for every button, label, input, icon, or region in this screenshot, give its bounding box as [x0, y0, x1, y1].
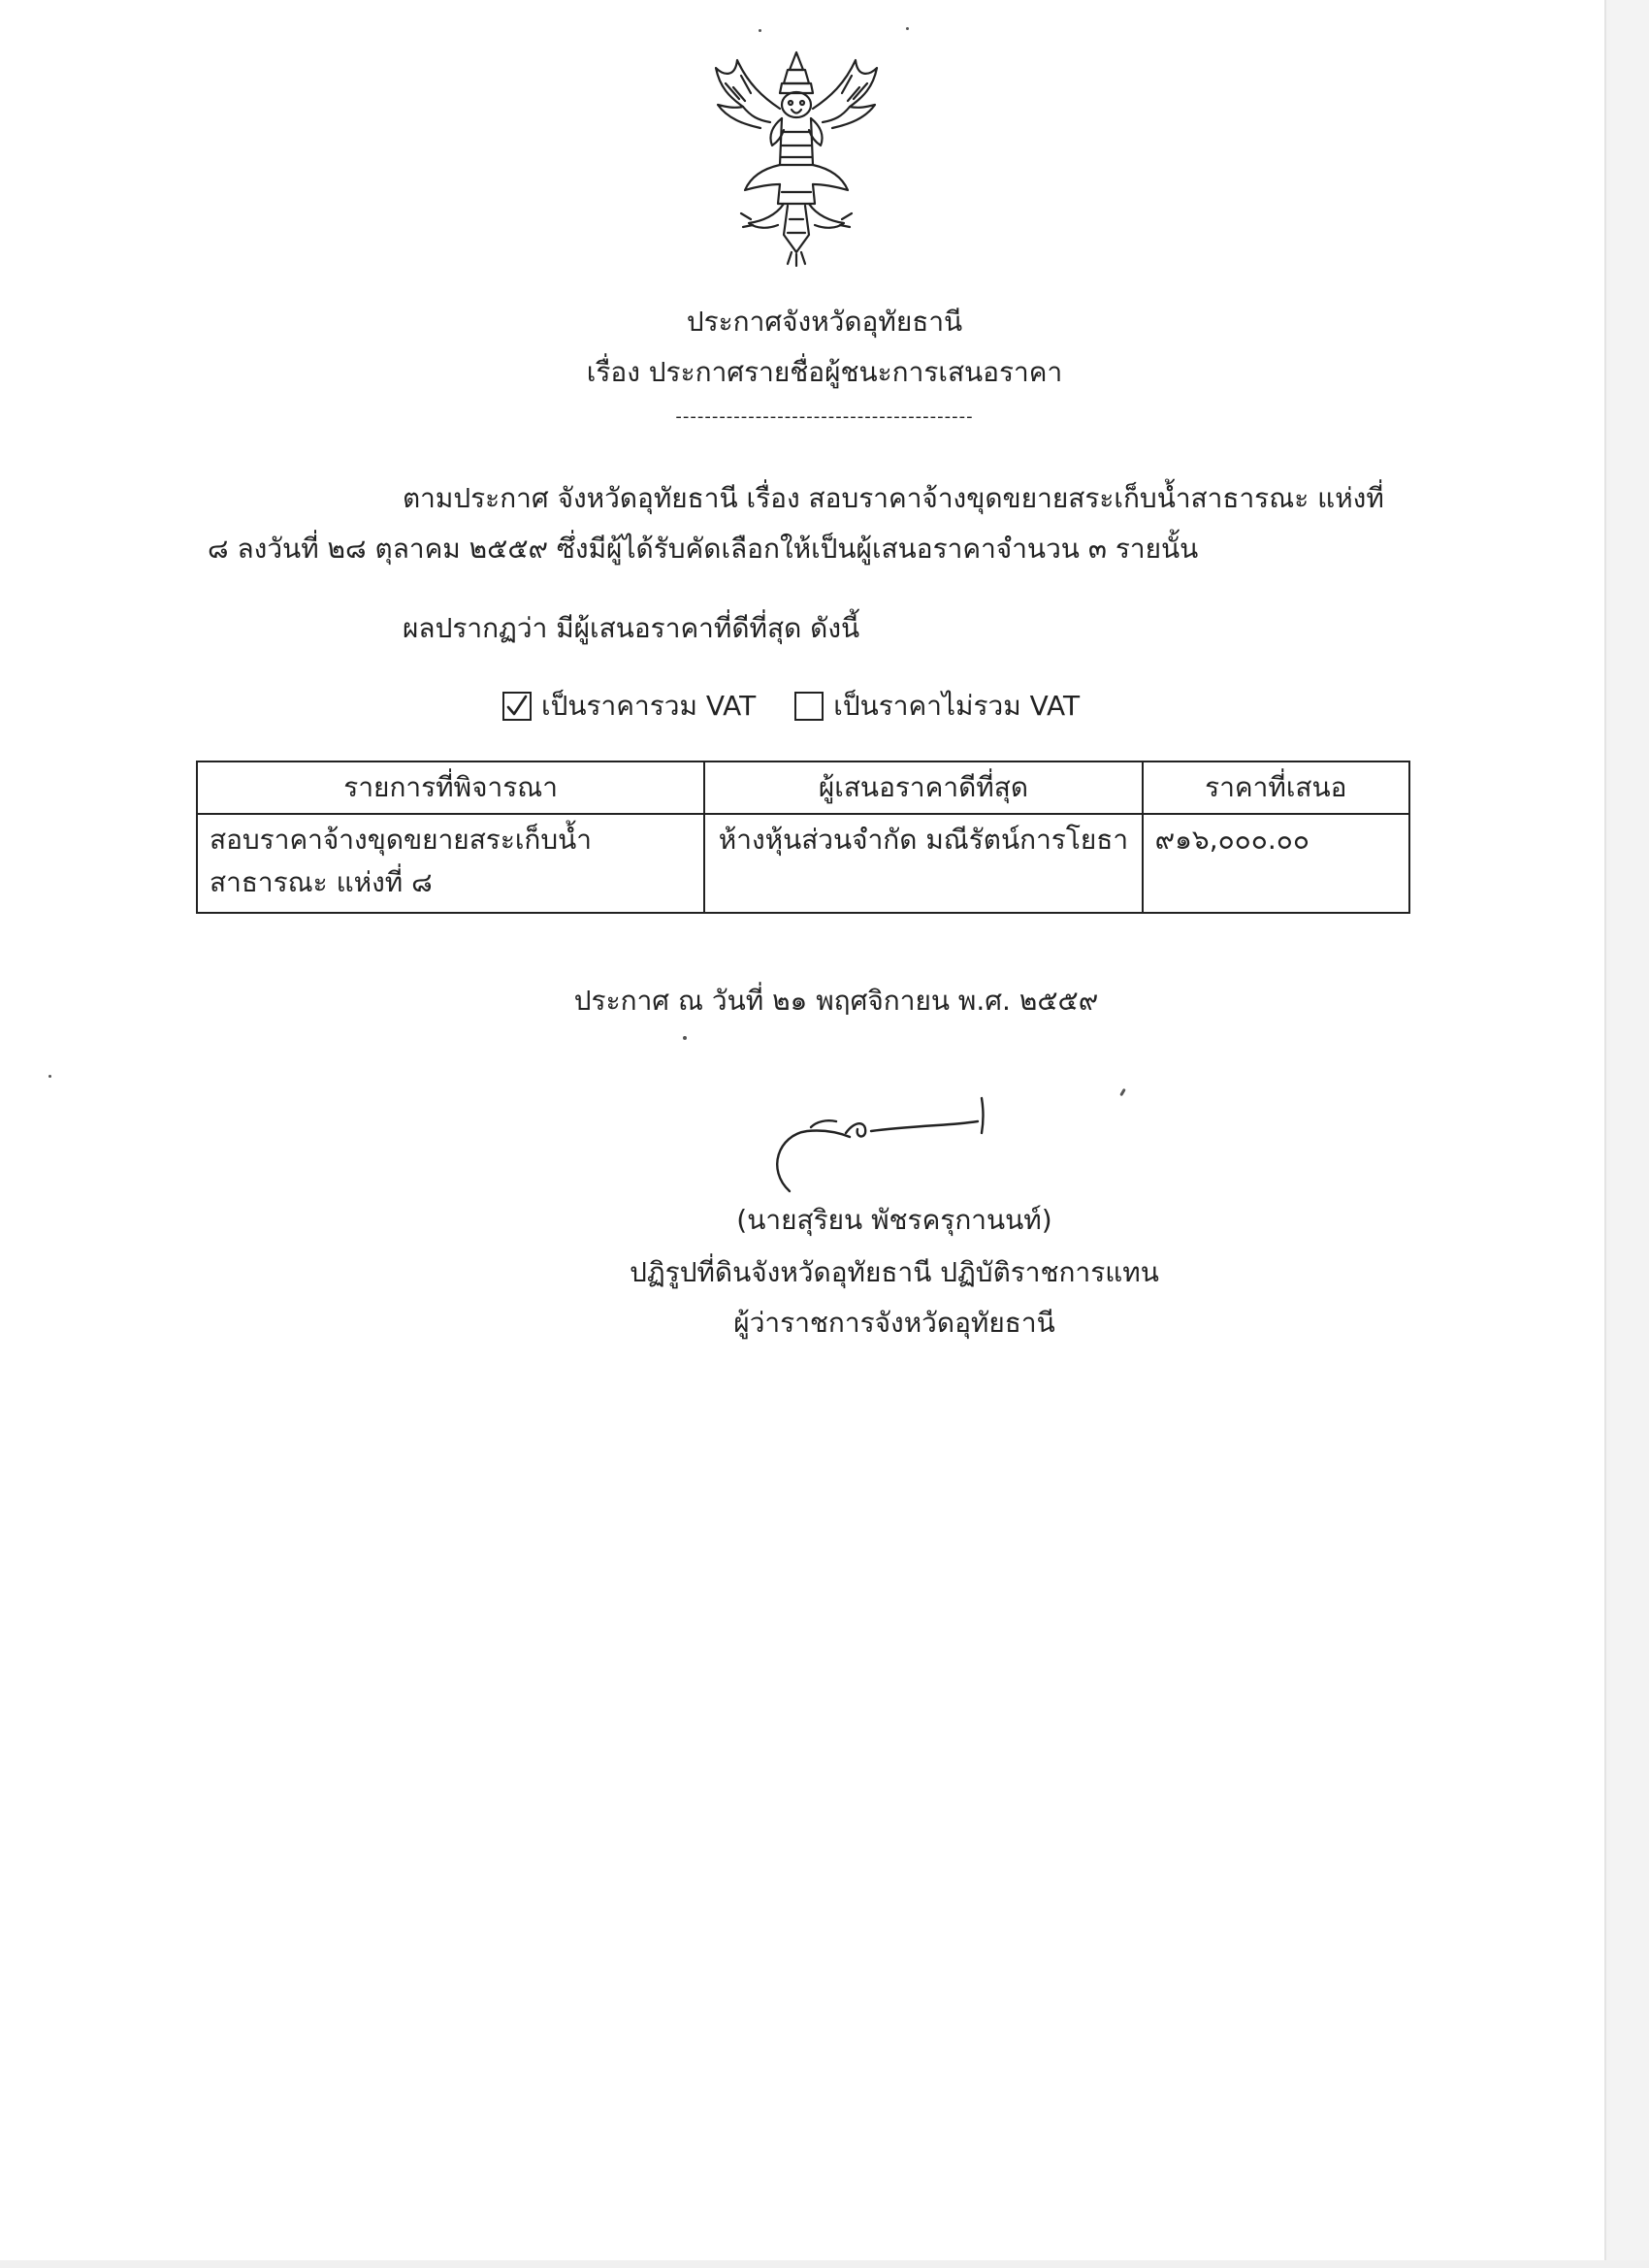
title-divider: ----------------------------------------- [675, 406, 974, 427]
announcement-title: ประกาศจังหวัดอุทัยธานี [686, 306, 963, 338]
header-price: ราคาที่เสนอ [1143, 761, 1409, 814]
signer-name: (นายสุริยน พัชรครุกานนท์) [736, 1204, 1052, 1236]
signer-position: ปฏิรูปที่ดินจังหวัดอุทัยธานี ปฏิบัติราชการแทน [630, 1256, 1159, 1288]
scan-speck [759, 29, 761, 32]
cell-price: ๙๑๖,๐๐๐.๐๐ [1143, 814, 1409, 913]
body-line-2: ๘ ลงวันที่ ๒๘ ตุลาคม ๒๕๕๙ ซึ่งมีผู้ได้รับคัดเลือกให้เป็นผู้เสนอราคาจำนวน ๓ รายนั้น [208, 533, 1199, 565]
table-row [197, 814, 1409, 913]
handwritten-signature [753, 1077, 1044, 1203]
scan-speck [683, 1036, 687, 1040]
empty-checkbox-icon [794, 692, 824, 721]
garuda-emblem-icon [695, 49, 898, 267]
header-item: รายการที่พิจารณา [197, 761, 704, 814]
announcement-subject: เรื่อง ประกาศรายชื่อผู้ชนะการเสนอราคา [586, 356, 1063, 388]
header-bidder: ผู้เสนอราคาดีที่สุด [704, 761, 1142, 814]
vat-options [502, 687, 1080, 726]
vat-included-label: เป็นราคารวม VAT [541, 690, 757, 722]
scan-speck [1119, 1088, 1126, 1096]
cell-bidder: ห้างหุ้นส่วนจำกัด มณีรัตน์การโยธา [704, 814, 1142, 913]
scan-speck [906, 27, 909, 30]
scan-speck [48, 1075, 51, 1078]
scan-edge-bottom [0, 2260, 1649, 2268]
body-line-1: ตามประกาศ จังหวัดอุทัยธานี เรื่อง สอบราคาจ้างขุดขยายสระเก็บน้ำสาธารณะ แห่งที่ [403, 482, 1384, 514]
cell-item: สอบราคาจ้างขุดขยายสระเก็บน้ำสาธารณะ แห่งที่ ๘ [197, 814, 704, 913]
vat-excluded-option [794, 687, 1080, 726]
vat-included-option [502, 687, 756, 726]
winner-table [196, 761, 1410, 914]
table-header-row [197, 761, 1409, 814]
checked-box-icon [502, 692, 532, 721]
announcement-date: ประกาศ ณ วันที่ ๒๑ พฤศจิกายน พ.ศ. ๒๕๕๙ [573, 985, 1099, 1017]
signer-office: ผู้ว่าราชการจังหวัดอุทัยธานี [733, 1307, 1055, 1339]
result-intro: ผลปรากฏว่า มีผู้เสนอราคาที่ดีที่สุด ดังนี้ [403, 612, 860, 644]
vat-excluded-label: เป็นราคาไม่รวม VAT [833, 690, 1081, 722]
